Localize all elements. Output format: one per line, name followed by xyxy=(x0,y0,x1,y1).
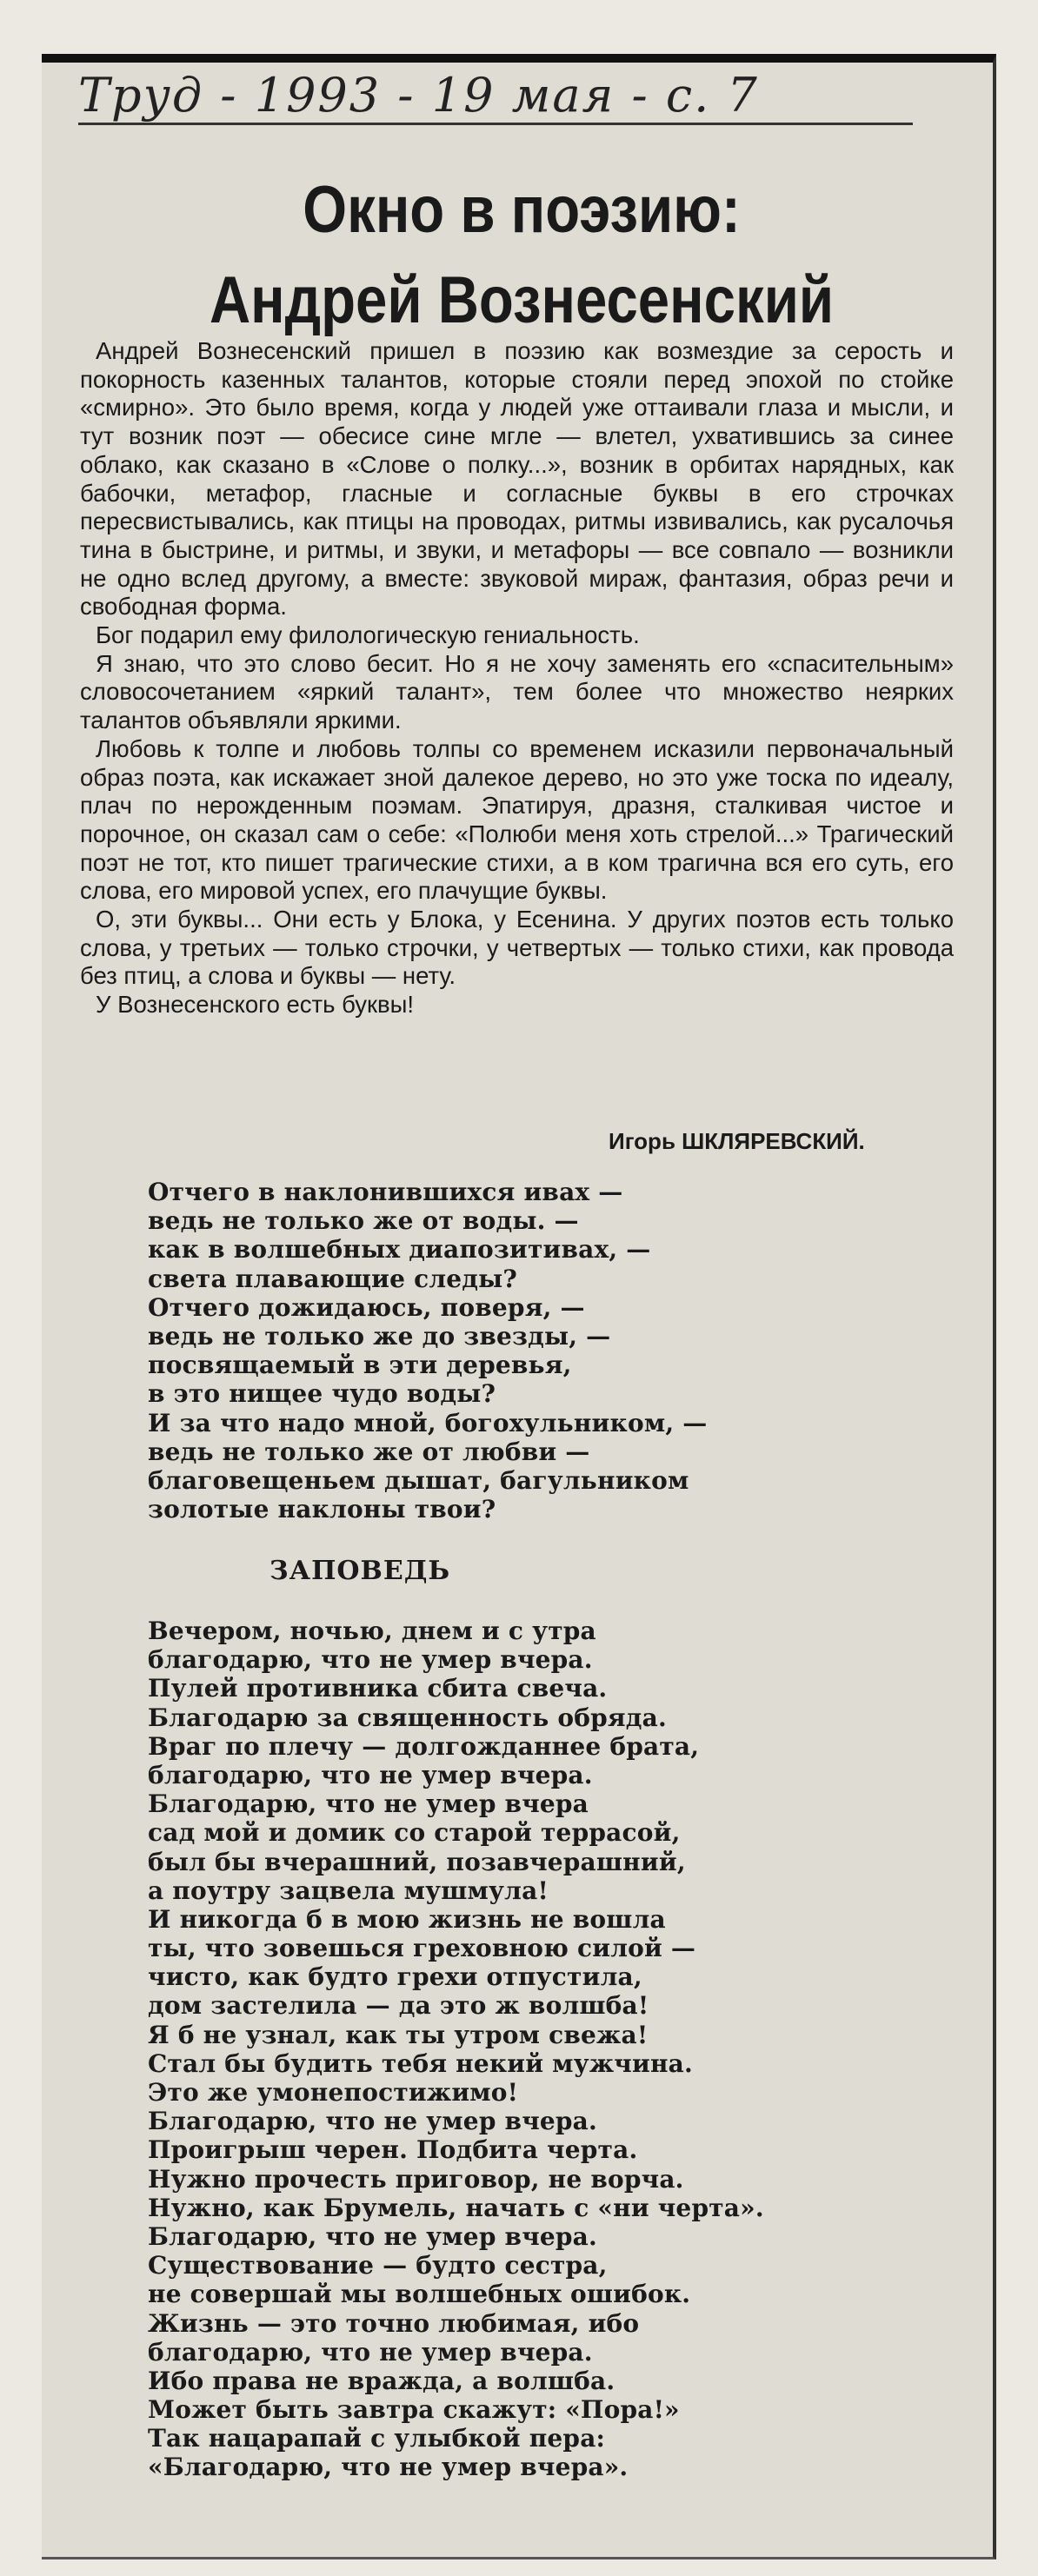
poem-line: Нужно прочесть приговор, не ворча. xyxy=(148,2164,684,2194)
poem-line: Отчего дожидаюсь, поверя, — xyxy=(148,1292,585,1322)
paragraph: О, эти буквы... Они есть у Блока, у Есенина. У других поэтов есть только слова, у третьих — только строчки, у четвертых — только стихи, как провода без птиц, а слова и буквы — нету. xyxy=(80,906,954,990)
poem-line: И никогда б в мою жизнь не вошла xyxy=(148,1904,666,1934)
poem-line: Жизнь — это точно любимая, ибо xyxy=(148,2308,640,2338)
poem-line: золотые наклоны твои? xyxy=(148,1495,496,1524)
paragraph: Андрей Вознесенский пришел в поэзию как возмездие за серость и покорность казенных талантов, которые стояли перед эпохой по стойке «смирно». Это было время, когда у людей уже оттаивали глаза и мысли, и тут возник поэт — обесисе сине мгле — влетел, ухватившись за синее облако, как сказано в «Слове о полку...», возник в орбитах нарядных, как бабочки, метафор, гласные и согласные буквы в его строчках пересвистывались, как птицы на проводах, ритмы извивались, как русалочья тина в быстрине, и ритмы, и звуки, и метафоры — все совпало — возникли не одно вслед другому, а вместе: звуковой мираж, фантазия, образ речи и свободная форма. xyxy=(80,337,954,621)
poem-line: ведь не только же от воды. — xyxy=(148,1206,579,1236)
poem-line: Ибо права не вражда, а волшба. xyxy=(148,2366,615,2395)
paragraph: У Вознесенского есть буквы! xyxy=(96,991,415,1019)
article-body xyxy=(80,337,954,1019)
paragraph: Любовь к толпе и любовь толпы со временем исказили первоначальный образ поэта, как искажает зной далекое дерево, но это уже тоска по идеалу, плач по нерожденным поэмам. Эпатируя, дразня, сталкивая чистое и порочное, он сказал сам о себе: «Полюби меня хоть стрелой...» Трагический поэт не тот, кто пишет трагические стихи, а в ком трагична вся его суть, его слова, его мировой успех, его плачущие буквы. xyxy=(80,734,954,905)
title-line-2: Андрей Вознесенский xyxy=(209,263,835,337)
handwritten-source-note: Труд - 1993 - 19 мая - с. 7 xyxy=(78,68,913,125)
poem-line: как в волшебных диапозитивах, — xyxy=(148,1235,651,1265)
poem-line: благодарю, что не умер вчера. xyxy=(148,1760,593,1789)
poem-line: Благодарю, что не умер вчера. xyxy=(148,2107,597,2136)
poem-line: Пулей противника сбита свеча. xyxy=(148,1674,608,1703)
poem-title: ЗАПОВЕДЬ xyxy=(269,1556,451,1586)
poem-untitled xyxy=(148,1178,707,1524)
poem-line: в это нищее чудо воды? xyxy=(148,1379,496,1409)
poem-line: Враг по плечу — долгожданнее брата, xyxy=(148,1731,700,1761)
poem-line: света плавающие следы? xyxy=(148,1264,518,1293)
poem-line: Благодарю, что не умер вчера xyxy=(148,1789,589,1819)
poem-line: Так нацарапай с улыбкой пера: xyxy=(148,2424,606,2453)
poem-line: ведь не только же до звезды, — xyxy=(148,1321,611,1351)
paragraph: Я знаю, что это слово бесит. Но я не хочу заменять его «спасительным» словосочетанием «яркий талант», тем более что множество неярких талантов объявляли яркими. xyxy=(80,649,954,734)
poem-line: был бы вчерашний, позавчерашний, xyxy=(148,1847,686,1876)
title-line-1: Окно в поэзию: xyxy=(303,173,741,247)
poem-line: Вечером, ночью, днем и с утра xyxy=(148,1617,596,1645)
poem-line: Существование — будто сестра, xyxy=(148,2251,608,2281)
poem-line: Я б не узнал, как ты утром свежа! xyxy=(148,2020,649,2049)
poem-line: Нужно, как Брумель, начать с «ни черта». xyxy=(148,2193,764,2222)
poem-line: посвящаемый в эти деревья, xyxy=(148,1351,572,1380)
poem-line: а поутру зацвела мушмула! xyxy=(148,1876,549,1905)
poem-line: Может быть завтра скажут: «Пора!» xyxy=(148,2395,680,2425)
poem-zapoved xyxy=(148,1617,764,2482)
poem-line: сад мой и домик со старой террасой, xyxy=(148,1818,681,1848)
poem-line: благовещеньем дышат, багульником xyxy=(148,1465,689,1495)
author-byline: Игорь ШКЛЯРЕВСКИЙ. xyxy=(609,1128,865,1154)
poem-line: Отчего в наклонившихся ивах — xyxy=(148,1178,623,1206)
poem-line: ведь не только же от любви — xyxy=(148,1437,590,1466)
poem-line: Благодарю за священность обряда. xyxy=(148,1703,667,1732)
poem-line: благодарю, что не умер вчера. xyxy=(148,1645,593,1675)
poem-line: Стал бы будить тебя некий мужчина. xyxy=(148,2048,693,2078)
poem-line: чисто, как будто грехи отпустила, xyxy=(148,1962,642,1992)
article-title xyxy=(133,165,910,346)
poem-line: ты, что зовешься греховною силой — xyxy=(148,1934,696,1963)
paragraph: Бог подарил ему филологическую гениальность. xyxy=(96,621,640,649)
poem-line: Благодарю, что не умер вчера. xyxy=(148,2221,597,2251)
poem-line: не совершай мы волшебных ошибок. xyxy=(148,2280,691,2309)
poem-line: Это же умонепостижимо! xyxy=(148,2078,519,2107)
poem-line: дом застелила — да это ж волшба! xyxy=(148,1991,649,2021)
poem-line: «Благодарю, что не умер вчера». xyxy=(148,2453,629,2482)
poem-line: И за что надо мной, богохульником, — xyxy=(148,1408,708,1437)
poem-line: Проигрыш черен. Подбита черта. xyxy=(148,2135,638,2165)
poem-line: благодарю, что не умер вчера. xyxy=(148,2337,593,2367)
